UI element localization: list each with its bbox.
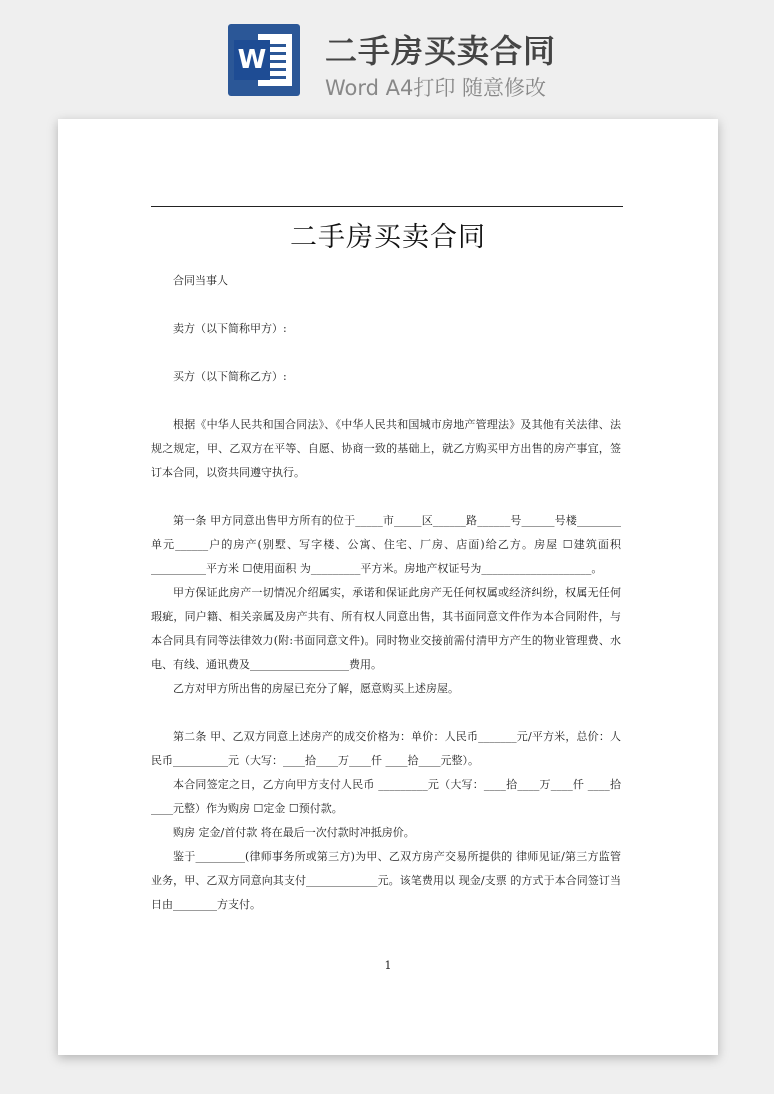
word-document-icon [228, 24, 300, 96]
paragraph-preamble: 根据《中华人民共和国合同法》、《中华人民共和国城市房地产管理法》及其他有关法律、法规之规定，甲、乙双方在平等、自愿、协商一致的基础上，就乙方购买甲方出售的房产事宜，签订本合同，以资共同遵守执行。 [151, 418, 621, 479]
header-banner [0, 0, 774, 110]
word-icon-letter: W [234, 40, 270, 80]
page-number: 1 [384, 959, 392, 972]
paragraph-article-1: 第一条 甲方同意出售甲方所有的位于_____市_____区______路______号______号楼________单元______户的房产(别墅、写字楼、公寓、住宅、厂房、店面)给乙方。房屋 ☐建筑面积__________平方米 ☐使用面积 为_________平方米。房地产权证号为____________________。 [151, 514, 621, 575]
paragraph-buyer-acknowledge: 乙方对甲方所出售的房屋已充分了解，愿意购买上述房屋。 [173, 682, 459, 695]
document-title: 二手房买卖合同 [290, 222, 486, 253]
document-page [58, 119, 718, 1055]
banner-title: 二手房买卖合同 [325, 32, 557, 70]
paragraph-deposit-offset: 购房 定金/首付款 将在最后一次付款时冲抵房价。 [173, 826, 415, 839]
paragraph-deposit: 本合同签定之日，乙方向甲方支付人民币 _________元（大写：____拾____万____仟 ____拾____元整）作为购房 ☐定金 ☐预付款。 [151, 778, 621, 815]
paragraph-article-2: 第二条 甲、乙双方同意上述房产的成交价格为：单价：人民币_______元/平方米，总价：人民币__________元（大写：____拾____万____仟 ____拾____元整）。 [151, 730, 621, 767]
paragraph-buyer: 买方（以下简称乙方）: [173, 370, 287, 383]
header-rule [151, 206, 623, 207]
banner-subtitle: Word A4打印 随意修改 [325, 76, 547, 100]
paragraph-lawyer-fee: 鉴于_________(律师事务所或第三方)为甲、乙双方房产交易所提供的 律师见证/第三方监管业务，甲、乙双方同意向其支付_____________元。该笔费用以 现金/支票 的方式于本合同签订当日由________方支付。 [151, 850, 621, 911]
paragraph-seller-guarantee: 甲方保证此房产一切情况介绍属实，承诺和保证此房产无任何权属或经济纠纷，权属无任何瑕疵，同户籍、相关亲属及房产共有、所有权人同意出售，其书面同意文件作为本合同附件，与本合同具有同等法律效力(附:书面同意文件)。同时物业交接前需付清甲方产生的物业管理费、水电、有线、通讯费及__________________费用。 [151, 586, 621, 671]
document-body [151, 269, 621, 917]
paragraph-seller: 卖方（以下简称甲方）: [173, 322, 287, 335]
paragraph-parties: 合同当事人 [173, 274, 228, 287]
